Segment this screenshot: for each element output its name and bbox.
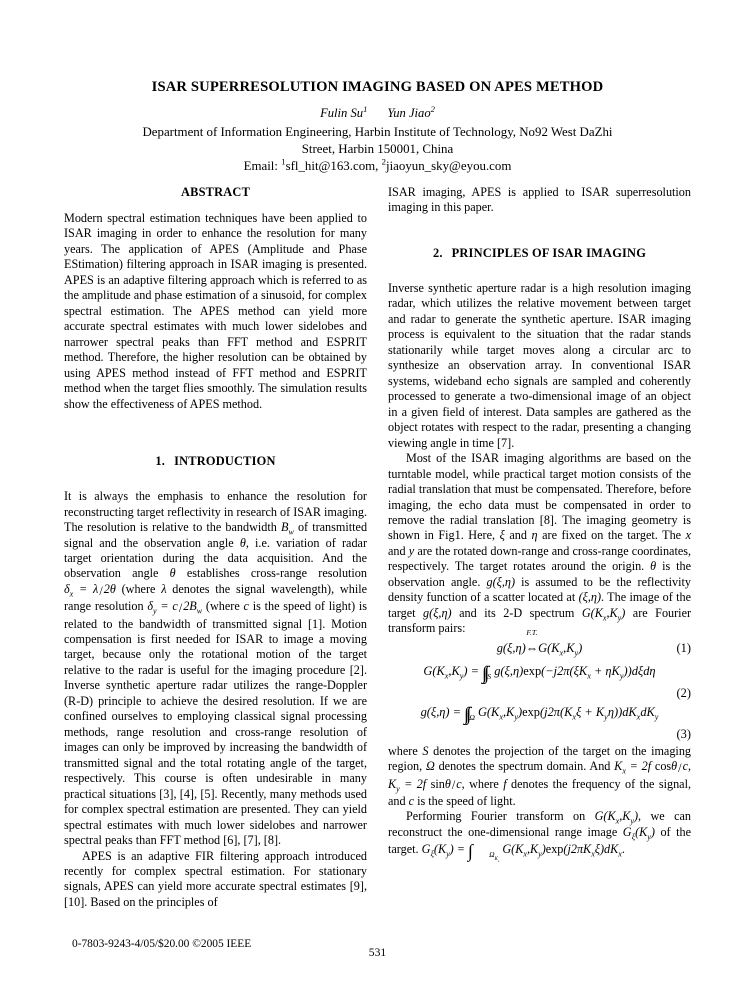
math-g-xi-eta-1: g(ξ,η) <box>486 574 516 589</box>
s2-p2-text-j: . The image of the target <box>388 590 691 620</box>
affiliation-line-1: Department of Information Engineering, Harbin Institute of Technology, No92 West DaZhi <box>142 124 613 139</box>
s2-p2-text-i: is assumed to be the reflectivity density function of a scatter located at <box>388 574 691 605</box>
math-eq-range-image: $G_\xi(K_y)$ = ∫ $\Omega_{K_x}$ $G(K_x,K_y)\exp(j2\pi K_x\xi)dK_x$ <box>421 841 622 863</box>
math-G-xi-Ky: $G_\xi(K_y)$ <box>622 824 655 842</box>
equation-3: g(ξ,η) = ∫∫Ω $G(K_x,K_y)\exp(j2\pi(K_x\xi + K_y\eta))dK_xdK_y$ (3) <box>388 701 691 742</box>
s2-p4-text-a: Performing Fourier transform on <box>406 809 586 824</box>
math-c-speed-light-1: c <box>243 599 249 614</box>
s2-p2-text-c: are fixed on the target. The <box>542 528 682 543</box>
math-x-coord: x <box>685 528 692 543</box>
math-theta-observation: θ <box>650 559 657 574</box>
s2-p2-text-l: are Fourier transform pairs: <box>388 605 692 636</box>
section-2-title: PRINCIPLES OF ISAR IMAGING <box>451 245 647 260</box>
s1-p1-text-e: (where <box>121 581 156 596</box>
email-address-1[interactable]: sfl_hit@163.com, <box>285 158 379 173</box>
math-omega-spectrum: Ω <box>425 759 435 774</box>
math-y-coord: y <box>408 543 415 558</box>
section-1-number: 1. <box>155 454 166 469</box>
math-f-frequency: f <box>503 776 507 791</box>
s2-p2-text-k: and its 2-D spectrum <box>459 605 575 620</box>
page-number: 531 <box>368 946 387 959</box>
s2-p2-text-e: are <box>417 543 433 558</box>
math-c-speed-light-2: c <box>408 793 415 808</box>
s1-p1-text-f: denotes the signal wavelength), while range resolution <box>64 581 367 614</box>
section-2-paragraph-1: Inverse synthetic aperture radar is a high resolution imaging radar, which utilizes the relative movement between target and radar to generate the synthetic aperture. ISAR imaging process is equivalent to the situation that the radar stands stationarily while target moves along a circular arc to synthesize an observation array. In conventional ISAR systems, wideband echo signals are sampled and coherently processed to generate a two-dimensional image of an object in a given field of interest. Data samples are gathered as the object rotates with respect to the radar, presenting a changing viewing angle in time [7]. <box>388 280 691 450</box>
s2-p2-text-h: the observation angle. <box>388 559 692 589</box>
s2-p2-text-g: is <box>662 559 671 574</box>
math-eq-range-resolution: $\delta_y = c/2B_w$ <box>147 599 203 616</box>
affiliation-line-2: Street, Harbin 150001, China <box>301 141 454 156</box>
section-1-paragraph-1 <box>64 489 367 848</box>
math-bandwidth-Bw: $B_w$ <box>280 520 294 537</box>
copyright-notice: 0-7803-9243-4/05/$20.00 ©2005 IEEE <box>72 938 252 950</box>
author-2-affiliation-marker: 2 <box>430 104 435 115</box>
math-G-Kx-Ky-1: $G(K_x,K_y)$ <box>581 605 626 623</box>
s2-p2-text-b: and <box>509 528 527 543</box>
s2-p3-text-a: where <box>388 743 418 758</box>
math-theta-1: θ <box>239 535 246 550</box>
math-xi-1: ξ <box>499 528 505 543</box>
s1-p1-text-a: It is always the emphasis to enhance the resolution for reconstructing target reflectivity in research of ISAR imaging. The resolution is relative to the bandwidth <box>64 489 368 535</box>
math-eq-Kx: $K_x = 2f$ cosθ/c <box>614 759 688 776</box>
s2-p3-text-g: is the speed of light. <box>417 793 516 808</box>
abstract-heading: ABSTRACT <box>180 185 251 199</box>
author-2-name: Yun Jiao <box>387 106 431 121</box>
s2-p4-text-b: , we can reconstruct the one-dimensional range image <box>388 809 692 839</box>
s2-p3-comma: , <box>687 759 692 774</box>
two-column-body <box>64 185 692 909</box>
page-title: ISAR SUPERRESOLUTION IMAGING BASED ON APES METHOD <box>151 79 604 95</box>
abstract-continuation: ISAR imaging, APES is applied to ISAR superresolution imaging in this paper. <box>388 185 691 215</box>
section-2-paragraph-4 <box>388 809 691 863</box>
fourier-transform-arrow: F.T. ⇔ <box>525 627 539 655</box>
equation-1: g(ξ,η) F.T. $\Leftrightarrow G(K_x,K_y)$ (1) <box>388 637 691 661</box>
section-1-paragraph-2: APES is an adaptive FIR filtering approach introduced recently for complex spectral estimation. For stationary signals, APES can yield more accurate spectral estimates [9], [10]. Based on the principles of <box>64 848 367 909</box>
math-xi-eta-pair: (ξ,η) <box>578 590 602 605</box>
email-label: Email: <box>243 158 278 173</box>
math-eq-cross-range-resolution: $\delta_x = \lambda/2\theta$ <box>64 581 116 599</box>
s2-p2-text-d: and <box>388 543 406 558</box>
section-2-paragraph-2 <box>388 451 691 637</box>
s2-p2-text-a: Most of the ISAR imaging algorithms are based on the turntable model, while practical target motion consists of the radial translation that must be compensated. Therefore, before imaging, the echo data must be compensated in order to remove the radial translation [8]. The imaging geometry is shown in Fig1. Here, <box>388 451 691 543</box>
author-1-affiliation-marker: 1 <box>363 104 368 115</box>
equation-1-number: (1) <box>676 640 691 655</box>
column-right <box>388 185 691 900</box>
s2-p3-text-c: denotes the spectrum domain. And <box>438 759 611 774</box>
math-eta-1: η <box>531 528 538 543</box>
author-1-name: Fulin Su <box>320 106 364 121</box>
equation-2: $G(K_x,K_y) = \int\int S$ $g(\xi,\eta)\exp(-j2\pi(\xi K_x + \eta K_y))d\xi d\eta$ (2) <box>388 660 691 701</box>
s1-p1-text-c: , i.e. variation of radar target orientation during the data acquisition. And the observation angle <box>64 535 368 581</box>
section-2-heading <box>388 246 691 261</box>
s2-p3-text-e: denotes the frequency of the signal, and <box>388 776 692 808</box>
s2-p3-text-b: denotes the projection of the target on the imaging region, <box>388 743 692 774</box>
section-2-number: 2. <box>432 245 443 260</box>
math-theta-2: θ <box>169 566 176 581</box>
math-g-xi-eta-2: g(ξ,η) <box>423 605 452 620</box>
s2-p4-period: . <box>621 842 625 857</box>
column-left <box>64 185 368 909</box>
s2-p2-text-f: the rotated down-range and cross-range coordinates, respectively. The target rotates around the origin. <box>388 543 692 574</box>
email-address-2[interactable]: jiaoyun_sky@eyou.com <box>386 158 512 173</box>
math-eq-Ky: $K_y = 2f$ sinθ/c <box>388 776 462 794</box>
s1-p1-text-h: is the speed of light) is related to the bandwidth of transmitted signal [1]. Motion compensation is first needed for ISAR to image a moving target, because only the rotational motion of the target relative to the radar is useful for the imaging procedure [2]. Inverse synthetic aperture radar utilizes the range-Doppler (R-D) principle to achieve the desired resolution. If we are confined ourselves to employing classical signal processing methods, range resolution and cross-range resolution of images can only be improved by increasing the bandwidth of transmitted signal and the total rotating angle of the target, respectively. This course is often undesirable in many practical situations [3], [4], [5]. Recently, many methods used for complex spectral estimation are presented. They can yield spectral estimates with much lower sidelobes and narrower spectral peaks than FFT method [6], [7], [8]. <box>64 599 368 848</box>
email-2-marker: 2 <box>381 156 387 167</box>
abstract-paragraph: Modern spectral estimation techniques have been applied to ISAR imaging in order to enhance the resolution for many years. The application of APES (Amplitude and Phase EStimation) filtering approach in ISAR imaging is presented. APES is an adaptive filtering approach which is referred to as the amplitude and phase estimation of a sinusoid, for complex spectral estimation. The APES method can yield more accurate spectral estimates with much lower sidelobes and narrower spectral peaks than FFT method and ESPRIT method. Therefore, the higher resolution can be obtained by using APES method instead of FFT method and ESPRIT method when the target flies smoothly. The simulation results show the effectiveness of APES method. <box>64 211 367 411</box>
s2-p3-text-d: , where <box>461 776 499 791</box>
equation-2-number: (2) <box>676 686 691 701</box>
section-2-paragraph-3 <box>388 744 691 810</box>
email-line <box>64 158 691 175</box>
math-S-projection: S <box>422 743 429 758</box>
paper-header <box>64 78 691 175</box>
math-lambda: λ <box>161 581 167 596</box>
email-1-marker: 1 <box>281 156 286 167</box>
s1-p1-text-b: of transmitted signal and the observation angle <box>64 520 368 550</box>
s1-p1-text-g: (where <box>205 599 240 614</box>
math-G-Kx-Ky-2: $G(K_x,K_y)$ <box>594 809 639 826</box>
s2-p4-text-c: of the target. <box>388 824 692 857</box>
equation-3-number: (3) <box>676 726 691 741</box>
s1-p1-text-d: establishes cross-range resolution <box>186 566 367 581</box>
section-1-heading <box>64 454 367 469</box>
section-1-title: INTRODUCTION <box>174 454 276 469</box>
author-list <box>64 105 691 121</box>
